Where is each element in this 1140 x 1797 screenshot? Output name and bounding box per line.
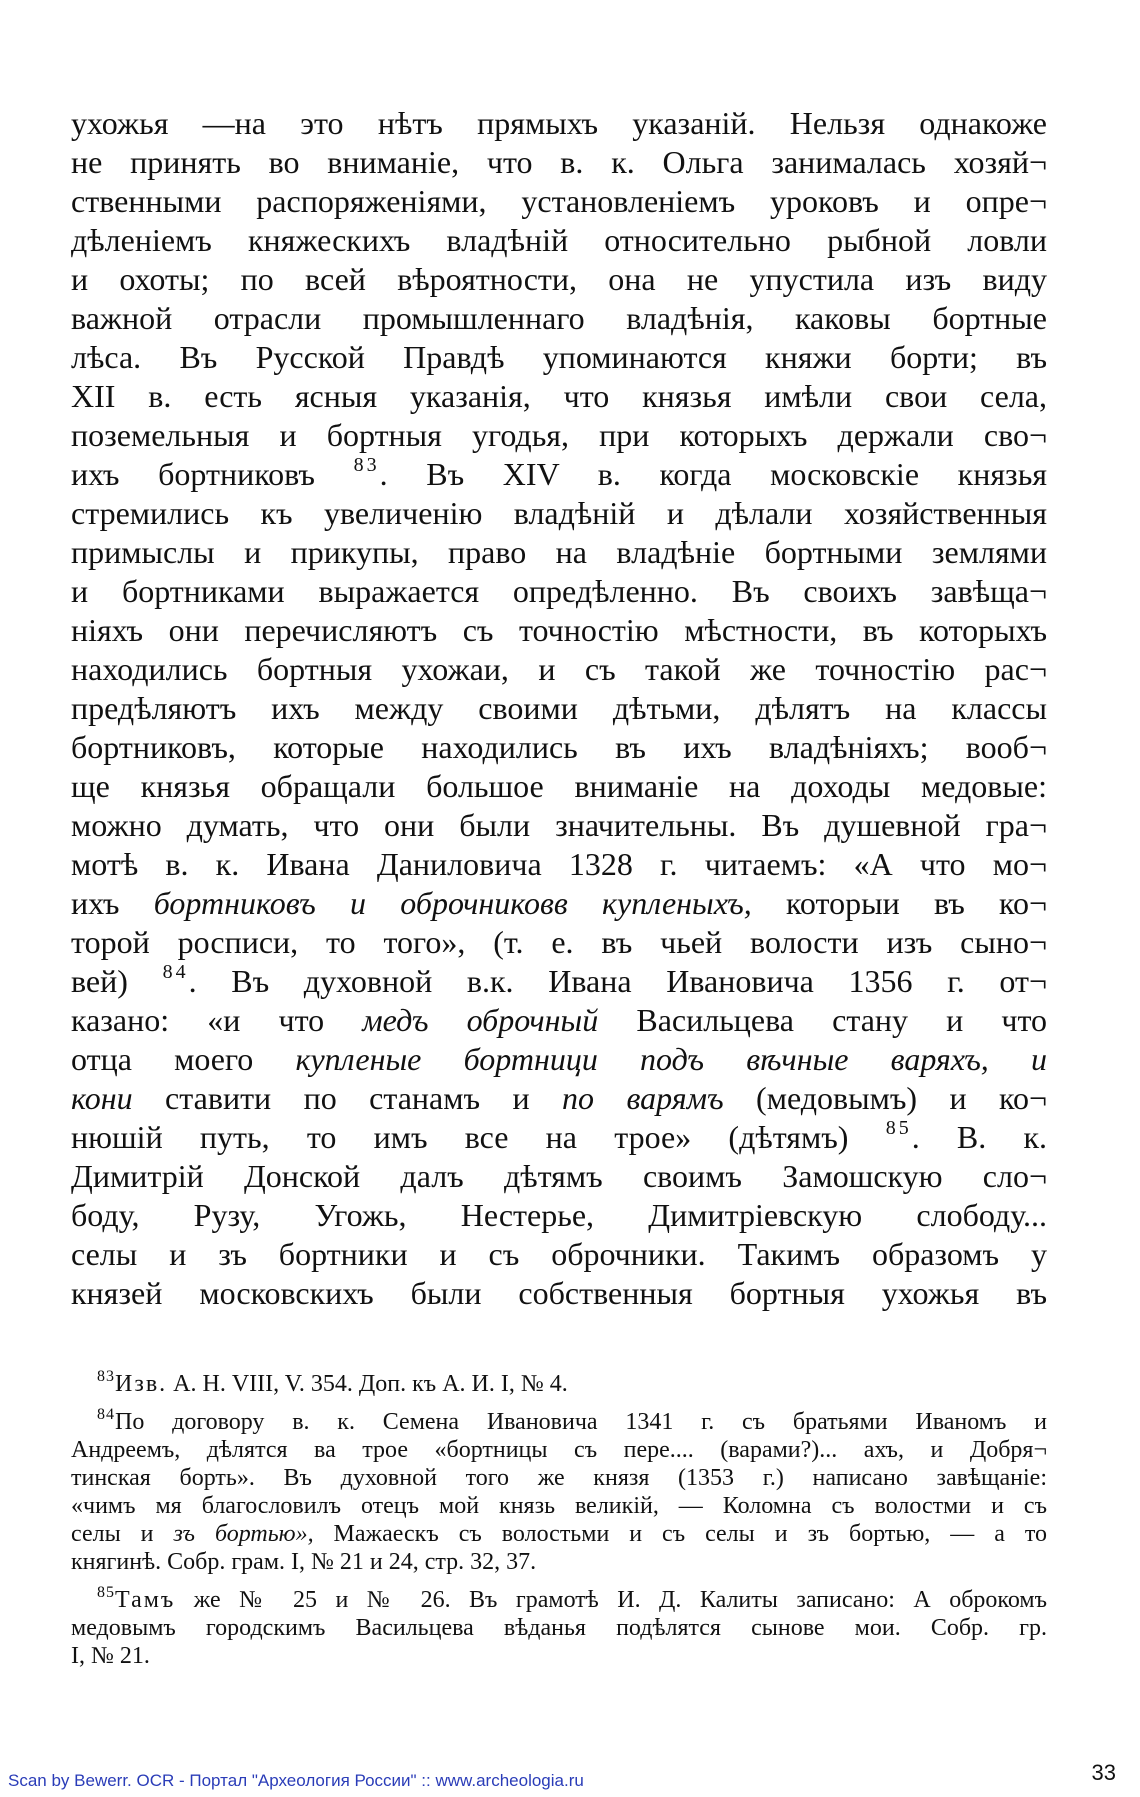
text-line: мотѣ в. к. Ивана Даниловича 1328 г. читаемъ: «А что мо¬: [71, 846, 1047, 882]
italic-quote: купленые бортници подъ вѣчные варяхъ, и: [295, 1041, 1048, 1077]
text-line: находились бортныя ухожаи, и съ такой же точностію рас¬: [71, 651, 1047, 687]
text-segment: . Въ XIV в. когда московскіе князья: [379, 456, 1048, 492]
text-line: примыслы и прикупы, право на владѣніе бортными землями: [71, 534, 1047, 570]
scan-credit-link[interactable]: Scan by Bewerr. OCR - Портал "Археология России" :: www.archeologia.ru: [8, 1771, 584, 1790]
page-number: 33: [1091, 1760, 1116, 1785]
text-line: князей московскихъ были собственныя бортныя ухожья въ: [71, 1275, 1047, 1311]
text-segment: отца моего: [71, 1041, 296, 1077]
text-segment: которыи въ ко¬: [751, 885, 1048, 921]
text-line: важной отрасли промышленнаго владѣнія, каковы бортные: [71, 300, 1047, 336]
footnote-line: [71, 1586, 1047, 1614]
text-segment: вей): [71, 963, 163, 999]
text-segment: . В. к.: [911, 1119, 1048, 1155]
text-line: боду, Рузу, Угожь, Нестерье, Димитріевскую слободу...: [71, 1197, 1047, 1233]
text-segment: казано: «и что: [71, 1002, 363, 1038]
italic-quote: зъ бортью»,: [173, 1521, 314, 1547]
footnote-text: же № 25 и № 26. Въ грамотѣ И. Д. Калиты записано: А оброкомъ: [175, 1587, 1047, 1613]
footnote-line: медовымъ городскимъ Васильцева вѣданья подѣлятся сынове мои. Собр. гр.: [71, 1615, 1047, 1641]
text-line: лѣса. Въ Русской Правдѣ упоминаются княжи борти; въ: [71, 339, 1047, 375]
footnote-83: [71, 1370, 1047, 1398]
text-line: [71, 1079, 1047, 1118]
footnote-ref-85[interactable]: 85: [885, 1117, 912, 1139]
text-line: ще князья обращали большое вниманіе на доходы медовые:: [71, 768, 1047, 804]
text-segment: ихъ бортниковъ: [71, 456, 354, 492]
text-line: можно думать, что они были значительны. Въ душевной гра¬: [71, 807, 1047, 843]
footnote-line: «чимъ мя благословилъ отецъ мой князь великій, — Коломна съ волостми и съ: [71, 1493, 1047, 1519]
footnote-text: По договору в. к. Семена Ивановича 1341 г. съ братьями Иваномъ и: [115, 1409, 1047, 1435]
footnote-text: селы и: [71, 1521, 174, 1547]
text-line: бортниковъ, которые находились въ ихъ владѣніяхъ; вооб¬: [71, 729, 1047, 765]
text-segment: ихъ: [71, 885, 154, 921]
footnote-85: [71, 1586, 1047, 1670]
text-line: [71, 962, 1047, 1001]
text-line: [71, 884, 1047, 923]
footnote-line: [71, 1370, 1047, 1398]
text-segment: нюшій путь, то имъ все на трое» (дѣтямъ): [71, 1119, 886, 1155]
footnote-line: [71, 1520, 1047, 1548]
text-segment: Васильцева стану и что: [598, 1002, 1048, 1038]
footnote-lead: Изв.: [115, 1371, 168, 1397]
footnote-number: 85: [97, 1584, 115, 1601]
footnote-line: княгинѣ. Собр. грам. I, № 21 и 24, стр. 32, 37.: [71, 1549, 537, 1575]
text-line: предѣляютъ ихъ между своими дѣтьми, дѣлятъ на классы: [71, 690, 1047, 726]
italic-quote: бортниковъ и оброчниковв купленыхъ,: [153, 885, 752, 921]
italic-quote: кони: [71, 1080, 133, 1116]
main-text: [71, 104, 1047, 1313]
text-line: селы и зъ бортники и съ оброчники. Такимъ образомъ у: [71, 1236, 1047, 1272]
footnotes: [71, 1370, 1047, 1680]
text-line: и охоты; по всей вѣроятности, она не упустила изъ виду: [71, 261, 1047, 297]
footnote-line: I, № 21.: [71, 1643, 150, 1669]
footnote-number: 84: [97, 1406, 115, 1423]
footnote-84: [71, 1408, 1047, 1576]
italic-quote: медъ оброчный: [362, 1002, 599, 1038]
text-line: [71, 1001, 1047, 1040]
footnote-line: Андреемъ, дѣлятся ва трое «бортницы съ пере.... (варами?)... ахъ, и Добря¬: [71, 1437, 1047, 1463]
text-segment: (медовымъ) и ко¬: [723, 1080, 1048, 1116]
text-line: ственными распоряженіями, установленіемъ уроковъ и опре¬: [71, 183, 1047, 219]
text-line: [71, 1118, 1047, 1157]
text-line: поземельныя и бортныя угодья, при которыхъ держали сво¬: [71, 417, 1047, 453]
text-line: ніяхъ они перечисляютъ съ точностію мѣстности, въ которыхъ: [71, 612, 1047, 648]
text-line: стремились къ увеличенію владѣній и дѣлали хозяйственныя: [71, 495, 1047, 531]
text-line: [71, 1040, 1047, 1079]
footnote-text: А. Н. VIII, V. 354. Доп. къ А. И. I, № 4.: [167, 1371, 568, 1397]
text-line: Димитрій Донской далъ дѣтямъ своимъ Замошскую сло¬: [71, 1158, 1047, 1194]
footnote-ref-83[interactable]: 83: [353, 454, 380, 476]
footnote-line: тинская борть». Въ духовной того же князя (1353 г.) написано завѣщаніе:: [71, 1465, 1047, 1491]
footnote-number: 83: [97, 1368, 115, 1385]
footnote-line: [71, 1408, 1047, 1436]
footnote-text: Мажаескъ съ волостьми и съ селы и зъ бортью, — а то: [313, 1521, 1047, 1547]
footnote-lead: Тамъ: [115, 1587, 176, 1613]
text-segment: . Въ духовной в.к. Ивана Ивановича 1356 г. от¬: [188, 963, 1048, 999]
text-line: XII в. есть ясныя указанія, что князья имѣли свои села,: [71, 378, 1047, 414]
text-line: ухожья —на это нѣтъ прямыхъ указаній. Нельзя однакоже: [71, 105, 1047, 141]
text-segment: ставити по станамъ и: [132, 1080, 563, 1116]
footnote-ref-84[interactable]: 84: [162, 961, 189, 983]
text-line: и бортниками выражается опредѣленно. Въ своихъ завѣща¬: [71, 573, 1047, 609]
text-line: дѣленіемъ княжескихъ владѣній относительно рыбной ловли: [71, 222, 1047, 258]
text-line: торой росписи, то того», (т. е. въ чьей волости изъ сыно¬: [71, 924, 1047, 960]
italic-quote: по варямъ: [562, 1080, 724, 1116]
text-line: [71, 455, 1047, 494]
text-line: не принять во вниманіе, что в. к. Ольга занималась хозяй¬: [71, 144, 1047, 180]
